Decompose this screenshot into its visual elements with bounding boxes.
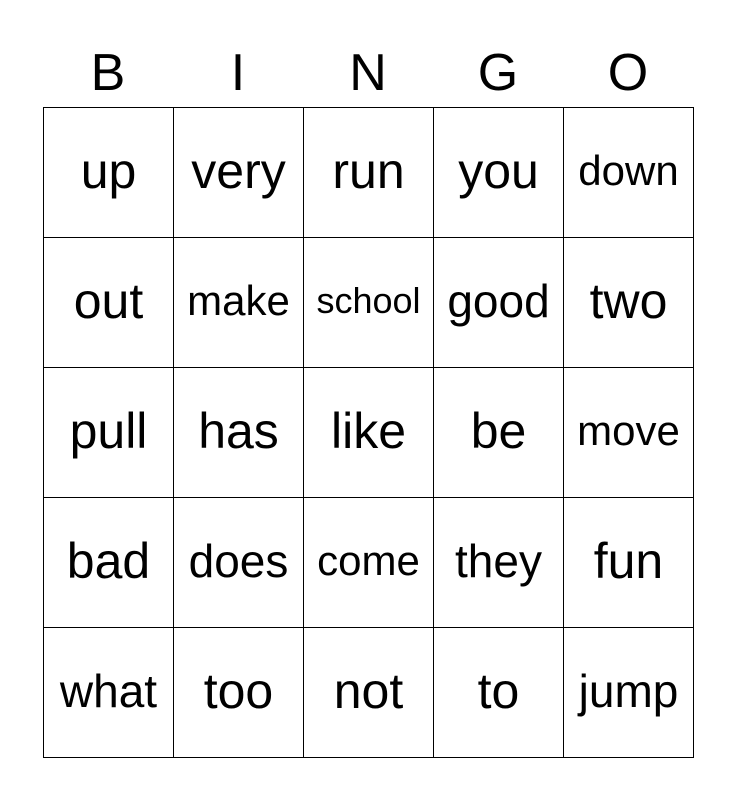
bingo-cell: school — [304, 238, 434, 368]
bingo-cell: not — [304, 628, 434, 758]
bingo-cell: up — [44, 108, 174, 238]
bingo-cell: fun — [564, 498, 694, 628]
bingo-cell: you — [434, 108, 564, 238]
bingo-cell: too — [174, 628, 304, 758]
bingo-cell: be — [434, 368, 564, 498]
bingo-cell: down — [564, 108, 694, 238]
bingo-cell: out — [44, 238, 174, 368]
header-letter-b: B — [90, 44, 126, 102]
bingo-cell: two — [564, 238, 694, 368]
bingo-cell: run — [304, 108, 434, 238]
bingo-cell: does — [174, 498, 304, 628]
bingo-cell: come — [304, 498, 434, 628]
header-letter-i: I — [230, 44, 246, 102]
bingo-cell: good — [434, 238, 564, 368]
bingo-cell: what — [44, 628, 174, 758]
bingo-cell: move — [564, 368, 694, 498]
bingo-cell: has — [174, 368, 304, 498]
header-letter-n: N — [349, 44, 387, 102]
bingo-cell: pull — [44, 368, 174, 498]
bingo-header — [43, 40, 693, 106]
bingo-cell: bad — [44, 498, 174, 628]
bingo-cell: they — [434, 498, 564, 628]
bingo-cell: like — [304, 368, 434, 498]
bingo-grid — [43, 107, 694, 758]
bingo-cell: jump — [564, 628, 694, 758]
bingo-cell: make — [174, 238, 304, 368]
bingo-cell: very — [174, 108, 304, 238]
bingo-cell: to — [434, 628, 564, 758]
header-letter-g: G — [477, 44, 519, 102]
header-letter-o: O — [607, 44, 649, 102]
